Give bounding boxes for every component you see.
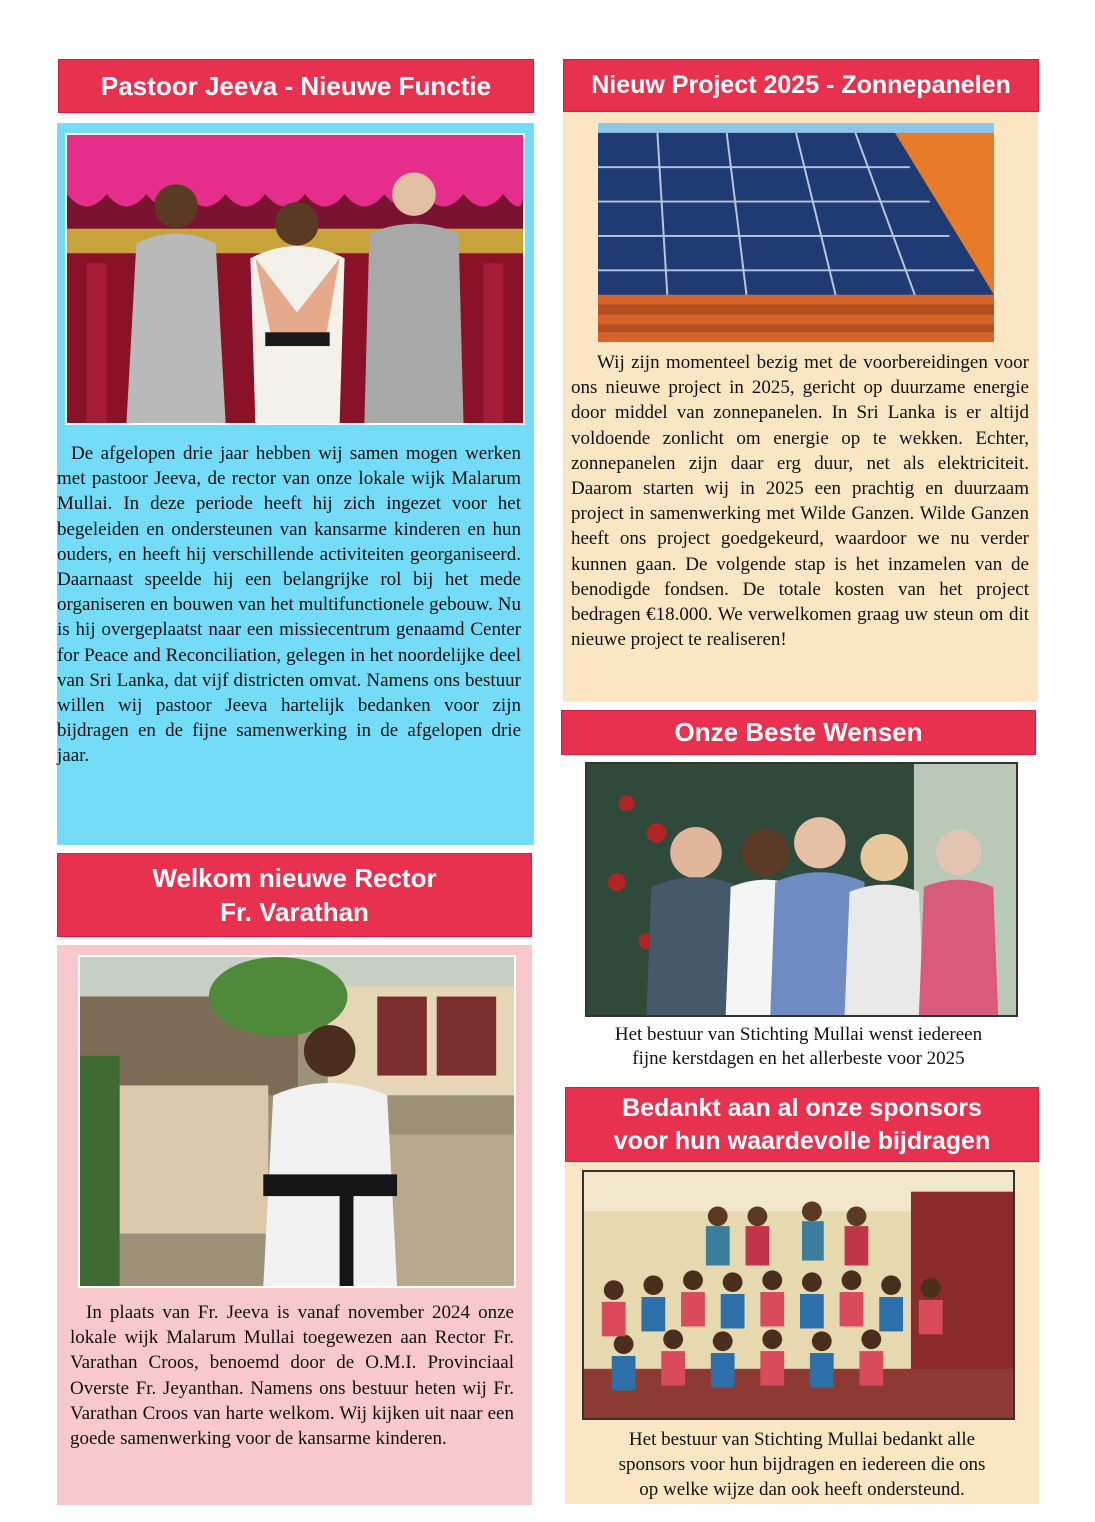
nieuw-project-title: Nieuw Project 2025 - Zonnepanelen xyxy=(563,59,1039,112)
onze-beste-wensen-photo xyxy=(585,762,1018,1017)
sponsors-children-photo xyxy=(582,1170,1015,1420)
welkom-rector-title-line2: Fr. Varathan xyxy=(220,897,369,927)
bedankt-sponsors-title-line2: voor hun waardevolle bijdragen xyxy=(613,1126,991,1155)
onze-beste-wensen-caption-line2: fijne kerstdagen en het allerbeste voor 2025 xyxy=(632,1048,965,1069)
onze-beste-wensen-title: Onze Beste Wensen xyxy=(561,710,1036,755)
bedankt-sponsors-title xyxy=(565,1087,1039,1162)
nieuw-project-text: Wij zijn momenteel bezig met de voorbereidingen voor ons nieuwe project in 2025, gericht op duurzame energie door middel van zonnepanelen. In Sri Lanka is er altijd voldoende zonlicht om energie op te wekken. Echter, zonnepanelen zijn daar erg duur, net als elektriciteit. Daarom starten wij in 2025 een prachtig en duurzaam project in samenwerking met Wilde Ganzen. Wilde Ganzen heeft ons project goedgekeurd, waardoor we nu verder kunnen gaan. De volgende stap is het inzamelen van de benodigde fondsen. De totale kosten van het project bedragen €18.000. We verwelkomen graag uw steun om dit nieuwe project te realiseren! xyxy=(571,352,1029,651)
welkom-rector-text: In plaats van Fr. Jeeva is vanaf november 2024 onze lokale wijk Malarum Mullai toegewezen aan Rector Fr. Varathan Croos, benoemd door de O.M.I. Provinciaal Overste Fr. Jeyanthan. Namens ons bestuur heten wij Fr. Varathan Croos van harte welkom. Wij kijken uit naar een goede samenwerking voor de kansarme kinderen. xyxy=(70,1302,514,1450)
bedankt-sponsors-caption xyxy=(565,1427,1039,1502)
pastoor-jeeva-photo xyxy=(65,133,525,425)
bedankt-sponsors-caption-line2: sponsors voor hun bijdragen en iedereen die ons xyxy=(618,1454,986,1475)
bedankt-sponsors-caption-line3: op welke wijze dan ook heeft ondersteund. xyxy=(639,1479,965,1500)
pastoor-jeeva-text: De afgelopen drie jaar hebben wij samen mogen werken met pastoor Jeeva, de rector van onze lokale wijk Malarum Mullai. In deze periode heeft hij zich ingezet voor het begeleiden en ondersteunen van kansarme kinderen en hun ouders, en heeft hij verschillende activiteiten georganiseerd. Daarnaast speelde hij een belangrijke rol bij het mede organiseren en bouwen van het multifunctionele gebouw. Nu is hij overgeplaatst naar een missiecentrum genaamd Center for Peace and Reconciliation, gelegen in het noordelijke deel van Sri Lanka, dat vijf districten omvat. Namens ons bestuur willen wij pastoor Jeeva hartelijk bedanken voor zijn bijdragen en de fijne samenwerking in de afgelopen drie jaar. xyxy=(57,443,521,767)
welkom-rector-title xyxy=(57,853,532,937)
bedankt-sponsors-title-line1: Bedankt aan al onze sponsors xyxy=(622,1093,982,1122)
onze-beste-wensen-caption xyxy=(561,1023,1036,1071)
onze-beste-wensen-caption-line1: Het bestuur van Stichting Mullai wenst iedereen xyxy=(614,1024,983,1045)
pastoor-jeeva-title: Pastoor Jeeva - Nieuwe Functie xyxy=(58,59,534,113)
welkom-rector-title-line1: Welkom nieuwe Rector xyxy=(152,863,437,893)
rector-varathan-photo xyxy=(78,955,516,1288)
bedankt-sponsors-caption-line1: Het bestuur van Stichting Mullai bedankt alle xyxy=(628,1429,976,1450)
solar-panels-photo xyxy=(596,121,996,344)
